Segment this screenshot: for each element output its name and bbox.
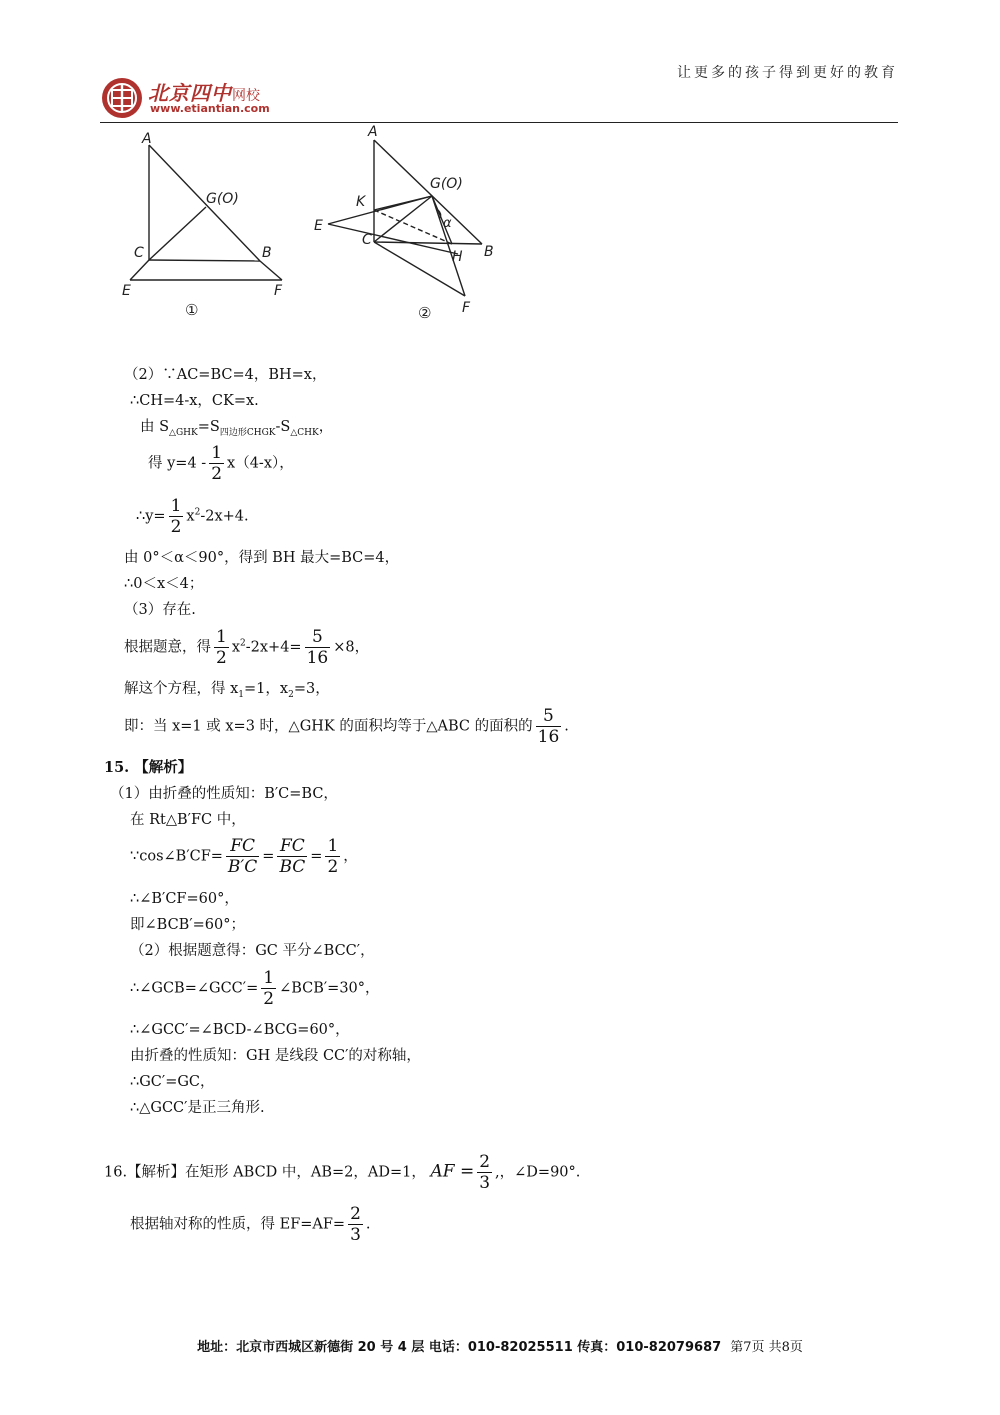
fraction: $\frac{1}{2}$: [327, 836, 339, 877]
s14-line-6: 由 0°＜α＜90°，得到 BH 最大=BC=4，: [124, 550, 400, 566]
fig2-label-c: C: [362, 232, 372, 248]
s15-line-10: ∴GC′=GC，: [130, 1074, 215, 1090]
fig1-label-b: B: [262, 245, 272, 261]
s15-line-2: 在 Rt△B′FC 中，: [130, 812, 246, 828]
s15-line-7: ∴∠GCB=∠GCC′= $\frac{1}{2}$ ∠BCB′=30°，: [130, 968, 380, 1009]
fig2-label-g: G(O): [430, 176, 463, 192]
s14-line-3: 由 $S_{\triangle GHK}=S_{四边形CHGK}-S_{\triangle CHK}$，: [140, 419, 334, 438]
s16-line-1: 16.【解析】在矩形 ABCD 中，AB=2，AD=1， AF = $\frac{2}{3}$ ,，∠D=90°.: [104, 1152, 581, 1193]
fig2-label-e: E: [314, 218, 323, 234]
fig2-line-cb: [374, 242, 482, 244]
fig2-label-k: K: [356, 194, 366, 210]
footer: [0, 1336, 1000, 1355]
s15-line-5: 即∠BCB′=60°；: [130, 917, 245, 933]
s14-line-2: ∴CH=4-x，CK=x.: [130, 393, 259, 409]
fraction: $\frac{FC}{B'C}$: [227, 836, 258, 877]
fraction: $\frac{1}{2}$: [211, 443, 223, 484]
s14-line-1: （2）∵AC=BC=4，BH=x，: [124, 367, 327, 383]
s14-line-11: 即：当 x=1 或 x=3 时，△GHK 的面积均等于△ABC 的面积的 $\frac{5}{16}$ .: [124, 706, 569, 747]
s16-line-2: 根据轴对称的性质，得 EF=AF= $\frac{2}{3}$ .: [130, 1204, 371, 1245]
fig1-label-e: E: [122, 283, 131, 299]
footer-page-number: 第7页 共8页: [730, 1340, 803, 1355]
logo-net: 网校: [232, 88, 260, 104]
fig1-line-ce: [130, 260, 149, 280]
footer-address: 地址：北京市西城区新德街 20 号 4 层 电话：010-82025511 传真：010-82079687: [197, 1340, 722, 1355]
fig2-label-f: F: [462, 300, 471, 316]
fraction: $\frac{2}{3}$: [350, 1204, 361, 1245]
s15-line-4: ∴∠B′CF=60°，: [130, 891, 239, 907]
s14-line-5: ∴y= $\frac{1}{2}$ $x^2-2x+4$.: [136, 496, 249, 537]
fig1-line-bf: [260, 261, 282, 280]
s15-title: 15. 【解析】: [104, 759, 193, 776]
header-slogan: 让更多的孩子得到更好的教育: [677, 65, 898, 81]
figure-1: [110, 125, 310, 325]
fig2-line-eh: [328, 224, 458, 254]
logo-name: 北京四中网校: [148, 81, 260, 105]
fig1-label-g: G(O): [206, 191, 239, 207]
figure-2: [310, 118, 520, 328]
fig2-label-h: H: [452, 249, 463, 265]
s15-line-8: ∴∠GCC′=∠BCD-∠BCG=60°，: [130, 1022, 350, 1038]
s14-line-8: （3）存在.: [124, 602, 196, 618]
s15-line-3: ∵cos∠B′CF= $\frac{FC}{B'C}$ = $\frac{FC}{BC}$ = $\frac{1}{2}$ ，: [130, 836, 358, 877]
s14-line-9: 根据题意，得 $\frac{1}{2}$ $x^2-2x+4=$ $\frac{5}{16}$ ×8，: [124, 627, 370, 668]
s14-line-4: 得 y=4 - $\frac{1}{2}$ x（4-x），: [148, 443, 294, 484]
s14-line-7: ∴0＜x＜4；: [124, 576, 204, 592]
fig2-label-alpha: α: [443, 216, 452, 231]
fig2-label-a: A: [368, 124, 378, 140]
s15-line-6: （2）根据题意得：GC 平分∠BCC′，: [130, 943, 375, 959]
s15-line-1: （1）由折叠的性质知：B′C=BC，: [110, 786, 338, 802]
fig1-label-a: A: [142, 131, 152, 147]
s15-line-9: 由折叠的性质知：GH 是线段 CC′的对称轴，: [130, 1048, 421, 1064]
fraction: $\frac{FC}{BC}$: [279, 836, 306, 877]
s15-line-11: ∴△GCC′是正三角形.: [130, 1100, 265, 1116]
fig1-caption: ①: [185, 301, 199, 319]
fig2-caption: ②: [418, 304, 432, 322]
fig1-line-cg: [149, 207, 206, 260]
fraction: $\frac{1}{2}$: [263, 968, 275, 1009]
fraction: $\frac{1}{2}$: [170, 496, 182, 537]
school-logo-icon: [100, 76, 146, 120]
fraction: $\frac{1}{2}$: [216, 627, 227, 668]
logo-url: www.etiantian.com: [150, 102, 270, 115]
fig1-label-f: F: [274, 283, 283, 299]
s14-line-10: 解这个方程，得 $x_1=1$，$x_2=3$，: [124, 681, 330, 700]
fraction: $\frac{5}{16}$: [306, 627, 329, 668]
fig1-label-c: C: [134, 245, 144, 261]
fig1-line-cb: [149, 260, 260, 261]
fraction: $\frac{2}{3}$: [479, 1152, 491, 1193]
fraction: $\frac{5}{16}$: [537, 706, 560, 747]
fig2-label-b: B: [484, 244, 494, 260]
